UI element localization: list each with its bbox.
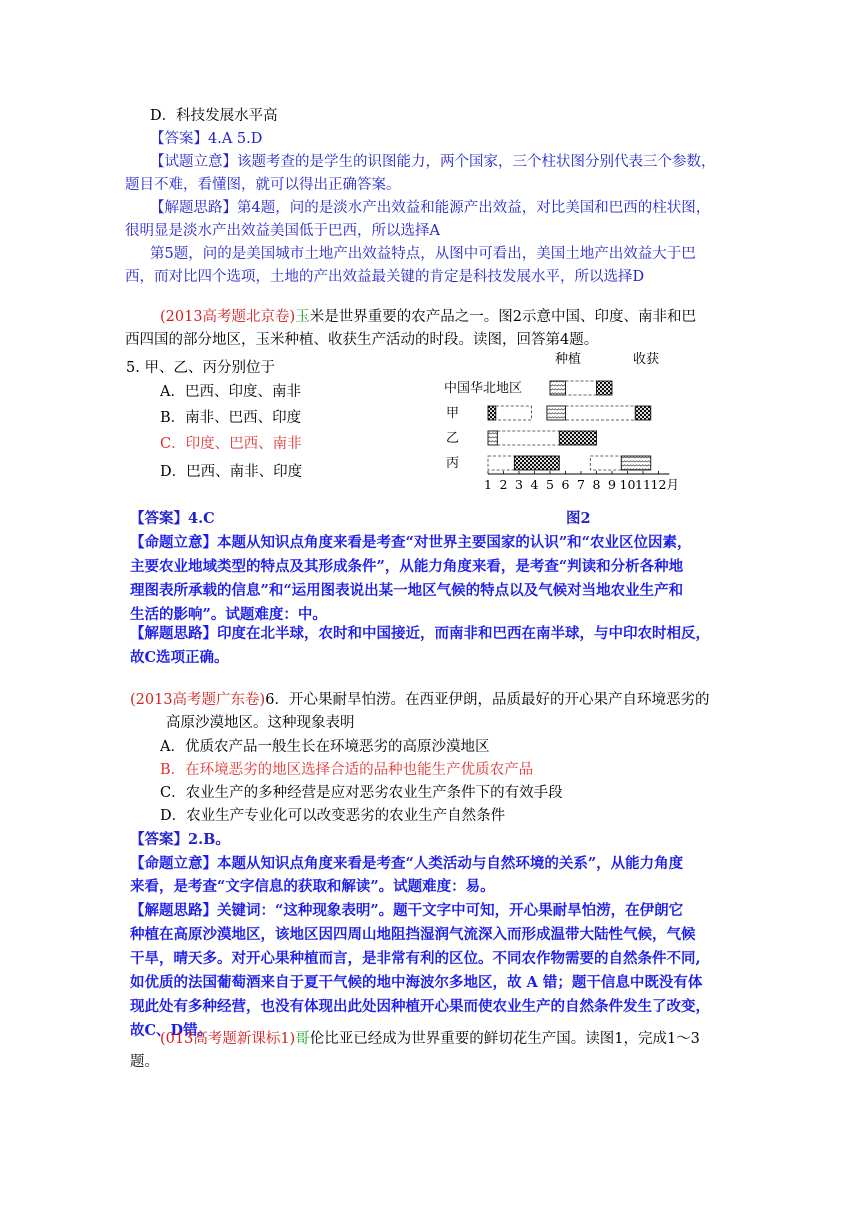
growing-period-bar	[497, 431, 559, 445]
intro-first-char: 哥	[295, 1031, 310, 1047]
x-tick-label: 3	[515, 477, 523, 492]
x-tick-label: 8	[592, 477, 601, 492]
legend-label-planting: 种植	[555, 352, 582, 367]
solution-line: 干旱，晴天多。对开心果种植而言，是非常有利的区位。不同农作物需要的自然条件不同,	[130, 950, 701, 967]
question-intro: 题。	[130, 1054, 159, 1070]
question-intro: 西四国的部分地区，玉米种植、收获生产活动的时段。读图，回答第4题。	[125, 332, 599, 348]
legend-label-harvest: 收获	[633, 352, 660, 367]
intro-first-char: 玉	[295, 309, 310, 325]
intent-line: 理图表所承载的信息”和“运用图表说出某一地区气候的特点以及气候对当地农业生产和	[130, 582, 684, 599]
option-c: C．印度、巴西、南非	[160, 436, 302, 452]
question-intro	[160, 307, 696, 327]
growing-period-bar	[566, 406, 636, 420]
solution-line: 【解题思路】关键词：“这种现象表明”。题干文字中可知，开心果耐旱怕涝，在伊朗它	[130, 902, 684, 919]
solution-line: 种植在高原沙漠地区，该地区因四周山地阻挡湿润气流深入而形成温带大陆性气候，气候	[130, 926, 696, 943]
row-label: 中国华北地区	[444, 381, 523, 396]
intent-line: 【命题立意】本题从知识点角度来看是考查“人类活动与自然环境的关系”，从能力角度	[130, 855, 684, 872]
planting-period-bar	[550, 381, 566, 395]
solution-line: 很明显是淡水产出效益美国低于巴西，所以选择A	[125, 223, 440, 239]
harvest-period-bar	[514, 456, 559, 470]
x-tick-label: 7	[577, 477, 585, 492]
solution-line: 西，而对比四个选项，土地的产出效益最关键的肯定是科技发展水平，所以选择D	[125, 269, 645, 285]
x-tick-label: 5	[546, 477, 554, 492]
question-source: (013高考题新课标1)	[160, 1031, 296, 1047]
x-tick-label: 9	[608, 477, 616, 492]
answer-line: 【答案】2.B。	[130, 831, 230, 848]
x-tick-label: 11	[635, 477, 651, 492]
x-tick-label: 10	[619, 477, 636, 492]
option-a: A．巴西、印度、南非	[160, 384, 301, 400]
harvest-period-bar	[488, 406, 496, 420]
x-tick-label: 6	[561, 477, 570, 492]
option-b: B．南非、巴西、印度	[160, 410, 302, 426]
solution-line: 如优质的法国葡萄酒来自于夏干气候的地中海波尔多地区，故 A 错；题干信息中既没有体	[130, 974, 703, 991]
figure-caption: 图2	[566, 510, 591, 527]
intro-text: 伦比亚已经成为世界重要的鲜切花生产国。读图1，完成1～3	[309, 1031, 700, 1047]
harvest-period-bar	[597, 381, 613, 395]
intent-line: 题目不难，看懂图，就可以得出正确答案。	[125, 177, 401, 193]
option-a: A．优质农产品一般生长在环境恶劣的高原沙漠地区	[160, 739, 490, 755]
row-label: 丙	[446, 456, 460, 471]
row-label: 乙	[446, 431, 460, 446]
intent-line: 生活的影响”。试题难度：中。	[130, 606, 327, 623]
intent-line: 【试题立意】该题考查的是学生的识图能力，两个国家，三个柱状图分别代表三个参数，	[150, 154, 716, 170]
option-d-text: D．科技发展水平高	[150, 108, 278, 124]
growing-period-bar	[488, 456, 514, 470]
option-d: D．农业生产专业化可以改变恶劣的农业生产自然条件	[160, 808, 506, 824]
question-stem	[130, 690, 709, 710]
x-axis-unit: 月	[666, 477, 680, 492]
planting-period-bar	[488, 431, 497, 445]
farming-calendar-chart	[440, 352, 740, 497]
solution-line: 故C、D错。	[130, 1022, 213, 1039]
x-tick-label: 2	[499, 477, 508, 492]
option-b: B．在环境恶劣的地区选择合适的品种也能生产优质农产品	[160, 762, 534, 778]
intent-line: 主要农业地域类型的特点及其形成条件”，从能力角度来看，是考查“判读和分析各种地	[130, 558, 684, 575]
planting-period-bar	[547, 406, 566, 420]
question-source: (2013高考题广东卷)	[130, 692, 266, 708]
harvest-period-bar	[559, 431, 596, 445]
answer-line: 【答案】4.A 5.D	[150, 131, 263, 147]
intent-line: 【命题立意】本题从知识点角度来看是考查“对世界主要国家的认识”和“农业区位因素，	[130, 534, 692, 551]
planting-period-bar	[621, 456, 650, 470]
solution-line: 第5题，问的是美国城市土地产出效益特点，从图中可看出，美国土地产出效益大于巴	[150, 246, 696, 262]
solution-line: 【解题思路】印度在北半球，农时和中国接近，而南非和巴西在南半球，与中印农时相反，	[130, 625, 710, 642]
x-tick-label: 4	[530, 477, 539, 492]
question-intro	[160, 1029, 700, 1049]
stem-text: 6．开心果耐旱怕涝。在西亚伊朗，品质最好的开心果产自环境恶劣的	[265, 692, 710, 708]
growing-period-bar	[566, 381, 597, 395]
harvest-period-bar	[635, 406, 651, 420]
growing-period-bar	[590, 456, 621, 470]
question-stem: 5. 甲、乙、丙分别位于	[126, 360, 275, 376]
intent-line: 来看，是考查“文字信息的获取和解读”。试题难度：易。	[130, 878, 495, 895]
row-label: 甲	[446, 406, 460, 421]
growing-period-bar	[496, 406, 532, 420]
solution-line: 故C选项正确。	[130, 649, 229, 666]
x-tick-label: 1	[484, 477, 492, 492]
solution-line: 现此处有多种经营，也没有体现出此处因种植开心果而使农业生产的自然条件发生了改变，	[130, 998, 710, 1015]
question-stem: 高原沙漠地区。这种现象表明	[166, 715, 355, 731]
question-source: (2013高考题北京卷)	[160, 309, 296, 325]
option-c: C．农业生产的多种经营是应对恶劣农业生产条件下的有效手段	[160, 785, 563, 801]
answer-line: 【答案】4.C	[130, 510, 215, 527]
solution-line: 【解题思路】第4题，问的是淡水产出效益和能源产出效益，对比美国和巴西的柱状图，	[150, 200, 711, 216]
x-tick-label: 12	[650, 477, 667, 492]
intro-text: 米是世界重要的农产品之一。图2示意中国、印度、南非和巴	[309, 309, 696, 325]
option-d: D．巴西、南非、印度	[160, 464, 303, 480]
